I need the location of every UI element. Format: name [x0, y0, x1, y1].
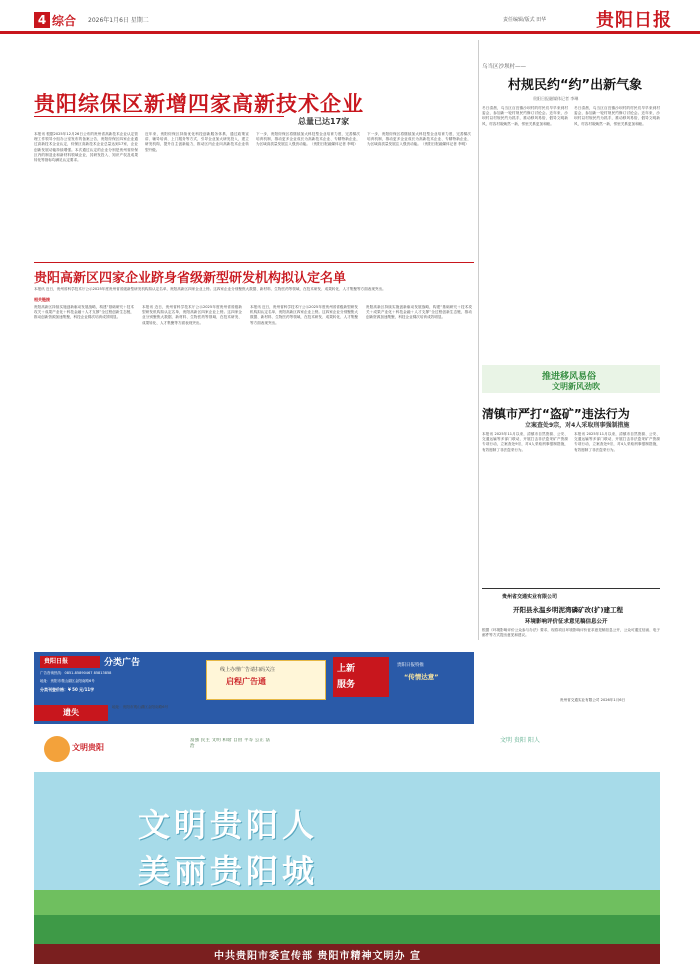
ad-special-slogan: “传情达意”: [404, 673, 439, 681]
second-body-col4: 贵阳高新区持续实施创新驱动发展战略，构建“基础研究＋技术攻关＋成果产业化＋科技金融＋人才支撑”全过程创新生态链，推动创新资源加速集聚，科技企业梯次培育成效明显。: [366, 305, 472, 320]
ad-logo: 贵阳日报: [40, 656, 100, 668]
poster-side-text: 文明 贵阳 阳人: [500, 737, 540, 744]
second-lede: 本报讯 近日，贵州省科学技术厅公示2025年度贵州省省级新型研发机构拟认定名单，贵阳高新区四家企业上榜。这四家企业分别聚焦大数据、新材料、生物医药等领域，在技术研发、成果转化、人才集聚等方面表现突出。: [34, 287, 386, 291]
lead-headline: 贵阳综保区新增四家高新技术企业: [34, 92, 364, 116]
mining-body-col2: 本报讯 2025年11月以来，清镇市自然资源、公安、交通运输等多部门联动，开展打击非法盗采矿产资源专项行动，立案查处9宗，对4人采取刑事强制措施，有效遏制了非法盗采行为。: [574, 432, 660, 452]
lead-body-col4: 下一步，贵阳综保区将继续加大科技型企业培育力度，完善梯次培育机制，推动更多企业成长为高新技术企业、专精特新企业，为区域高质量发展注入强劲动能。（贵阳日报融媒体记者 李明）: [367, 132, 471, 147]
ad-service-label: 服务: [337, 680, 356, 690]
civilization-banner-line2: 文明新风劲吹: [552, 382, 600, 391]
civilization-logo-icon: [44, 736, 70, 762]
ad-qr-title: 启程广告通: [226, 677, 266, 686]
ad-qr-caption: 线上办理广告请扫码关注: [220, 667, 276, 673]
right-body-col2: 冬日清晨，乌当区百宜镇沙坝村的村民们早早来到村委会，参加新一轮村规民约修订讨论会。近年来，沙坝村以村规民约为抓手，推动移风易俗，倡导文明新风，村容村貌焕然一新，邻里关系更加和睦。: [574, 106, 660, 126]
column-divider: [478, 40, 479, 640]
page-number: 4: [34, 12, 50, 28]
mining-body-col1: 本报讯 2025年11月以来，清镇市自然资源、公安、交通运输等多部门联动，开展打击非法盗采矿产资源专项行动，立案查处9宗，对4人采取刑事强制措施，有效遏制了非法盗采行为。: [482, 432, 568, 452]
ad-special-label: 贵阳日报特推: [397, 663, 424, 668]
second-body-col2: 本报讯 近日，贵州省科学技术厅公示2025年度贵州省省级新型研发机构拟认定名单，贵阳高新区四家企业上榜。这四家企业分别聚焦大数据、新材料、生物医药等领域，在技术研发、成果转化、人才集聚等方面表现突出。: [142, 305, 242, 325]
ad-price: 分类刊登价格：¥ 50 元/11字: [40, 687, 95, 692]
ad-address: 地址：贵阳市观山湖区金阳南路6号: [40, 679, 95, 683]
lost-notice-label: 遗失: [34, 705, 108, 721]
ad-new-label: 上新: [337, 664, 356, 674]
notice-company: 贵州省交通实业有限公司: [502, 594, 558, 600]
right-kicker: 乌当区沙坝村——: [482, 64, 527, 70]
lead-body-col2: 近年来，贵阳综保区持续优化科技创新服务体系，通过政策宣讲、辅导培训、上门服务等方式，引导企业加大研发投入，建立研发机构，提升自主创新能力，推动区内企业向高新技术企业转型升级。: [145, 132, 249, 152]
lead-body-col1: 本报讯 根据2025年12月26日公布的贵州省高新技术企业认定管理工作领导小组办公室发布的备案公告，贵阳综保区四家企业通过高新技术企业认定，综保区高新技术企业总量达到17家，企业创新发展动能持续增强。本次通过认定的企业分别是贵州省综保区内的制造业和新材料领域企业，其研发投入、知识产权及成果转化等指标均满足认定要求。: [34, 132, 138, 163]
lost-notice-body: 地址：贵阳市观山湖区金阳南路6号: [112, 705, 169, 709]
poster-top-band: [34, 730, 660, 772]
section-name: 综合: [52, 14, 77, 28]
lead-body-col3: 下一步，贵阳综保区将继续加大科技型企业培育力度，完善梯次培育机制，推动更多企业成长为高新技术企业、专精特新企业，为区域高质量发展注入强劲动能。（贵阳日报融媒体记者 李明）: [256, 132, 360, 147]
section-rule: [34, 262, 474, 263]
issue-date: 2026年1月6日 星期二: [88, 17, 149, 24]
lead-rule: [34, 116, 284, 117]
second-body-col1: 贵阳高新区持续实施创新驱动发展战略，构建“基础研究＋技术攻关＋成果产业化＋科技金融＋人才支撑”全过程创新生态链，推动创新资源加速集聚，科技企业梯次培育成效明显。: [34, 305, 134, 320]
mining-headline: 清镇市严打“盗矿”违法行为: [482, 407, 630, 421]
notice-body: 根据《环境影响评价公众参与办法》要求，现将项目环境影响评价征求意见稿信息公开，公众可通过信函、电子邮件等方式提出意见和建议。: [482, 628, 660, 638]
second-headline: 贵阳高新区四家企业跻身省级新型研发机构拟认定名单: [34, 271, 347, 286]
civilization-banner-line1: 推进移风易俗: [542, 372, 597, 382]
notice-project: 开阳县永温乡明泥湾磷矿改(扩)建工程: [513, 606, 623, 614]
ad-title: 分类广告: [104, 658, 141, 668]
right-headline: 村规民约“约”出新气象: [508, 78, 643, 93]
poster-logo-text: 文明贵阳: [72, 743, 104, 752]
mining-subhead: 立案查处9宗，对4人采取刑事强制措施: [525, 422, 630, 429]
poster-heading-1: 文明贵阳人: [138, 806, 319, 844]
masthead-logo: 贵阳日报: [596, 10, 672, 31]
lead-subhead: 总量已达17家: [298, 117, 350, 126]
poster-footer-text: 中共贵阳市委宣传部 贵阳市精神文明办 宣: [214, 951, 421, 962]
ad-hotline: 广告咨询热线：0851-85890467 85813858: [40, 671, 112, 675]
poster-values: 富强 民主 文明 和谐 自由 平等 公正 法治: [190, 738, 270, 749]
notice-rule: [482, 588, 660, 589]
poster-heading-2: 美丽贵阳城: [138, 852, 319, 890]
sidebar-title: 相关链接: [34, 297, 50, 302]
notice-subject: 环境影响评价征求意见稿信息公开: [525, 619, 608, 625]
right-body-col1: 冬日清晨，乌当区百宜镇沙坝村的村民们早早来到村委会，参加新一轮村规民约修订讨论会。近年来，沙坝村以村规民约为抓手，推动移风易俗，倡导文明新风，村容村貌焕然一新，邻里关系更加和睦。: [482, 106, 568, 126]
poster-ground: [34, 915, 660, 944]
notice-signoff: 贵州省交通实业有限公司 2026年1月6日: [560, 698, 626, 702]
second-body-col3: 本报讯 近日，贵州省科学技术厅公示2025年度贵州省省级新型研发机构拟认定名单，贵阳高新区四家企业上榜。这四家企业分别聚焦大数据、新材料、生物医药等领域，在技术研发、成果转化、人才集聚等方面表现突出。: [250, 305, 358, 325]
right-byline: 贵阳日报融媒体记者 李琳: [533, 96, 579, 101]
editor-credit: 责任编辑/版式 田华: [503, 17, 547, 23]
